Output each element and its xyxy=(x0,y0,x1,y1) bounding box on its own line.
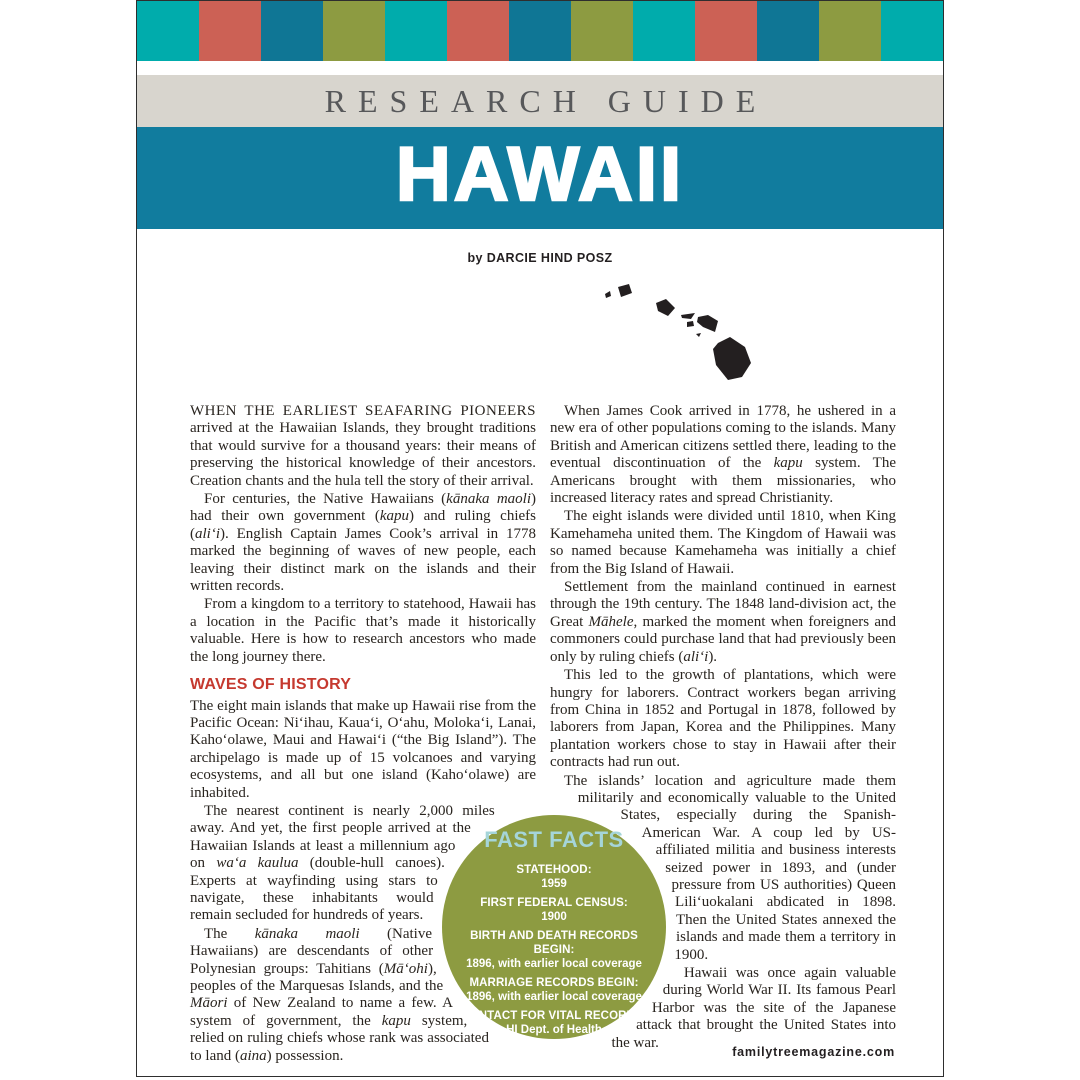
byline: by DARCIE HIND POSZ xyxy=(467,251,613,265)
stripe xyxy=(385,1,447,61)
page-title: HAWAII xyxy=(395,132,685,217)
fast-facts-list xyxy=(451,863,657,1042)
stripe xyxy=(323,1,385,61)
island-silhouettes xyxy=(605,284,751,380)
stripe xyxy=(571,1,633,61)
paragraph: This led to the growth of plantations, which were hungry for laborers. Contract workers began arriving from China in 1852 and Portugal in 1878, followed by laborers from Japan, Korea and the Philippines. Many plantation workers chose to stay in Hawaii after their contracts had run out. xyxy=(550,667,896,771)
fast-fact xyxy=(451,929,657,971)
stripe xyxy=(695,1,757,61)
section-heading: WAVES OF HISTORY xyxy=(190,676,352,694)
paragraph: WHEN THE EARLIEST SEAFARING PIONEERS arrived at the Hawaiian Islands, they brought traditions that would survive for a thousand years: their means of preserving the historical knowledge of their ancestors. Creation chants and the hula tell the story of their arrival. xyxy=(190,403,536,489)
paragraph: From a kingdom to a territory to statehood, Hawaii has a location in the Pacific that’s made it historically valuable. Here is how to research ancestors who made the long journey there. xyxy=(190,596,536,665)
kicker-text: RESEARCH GUIDE xyxy=(324,82,768,119)
stripe xyxy=(137,1,199,61)
fast-facts-circle xyxy=(442,815,666,1039)
title-band xyxy=(137,127,943,229)
fast-fact-label: CONTACT FOR VITAL RECORDS: xyxy=(461,1010,647,1023)
stripe xyxy=(633,1,695,61)
fast-fact-value: 1896, with earlier local coverage xyxy=(466,991,642,1004)
paragraph: The eight islands were divided until 1810, when King Kamehameha united them. The Kingdom of Hawaii was so named because Kamehameha was initially a chief from the Big Island of Hawaii. xyxy=(550,508,896,577)
stripe xyxy=(757,1,819,61)
fast-fact xyxy=(451,863,657,891)
stripe xyxy=(881,1,943,61)
paragraph: The nearest continent is nearly 2,000 miles away. And yet, the first people arrived at the Hawaiian Islands at least a millennium ago on waʻa kaulua (double-hull canoes). Experts at wayfinding using stars to navigate, these inhabitants would remain secluded for hundreds of years. xyxy=(190,802,495,924)
fast-facts-title: FAST FACTS xyxy=(484,827,624,852)
stripe xyxy=(261,1,323,61)
stripe xyxy=(199,1,261,61)
fast-fact-label: FIRST FEDERAL CENSUS: xyxy=(480,897,628,910)
fast-fact-label: MARRIAGE RECORDS BEGIN: xyxy=(469,977,639,990)
stripe xyxy=(447,1,509,61)
fast-fact-label: STATEHOOD: xyxy=(516,864,592,877)
paragraph: The islands’ location and agriculture made them militarily and economically valuable to the United States, especially during the Spanish-American War. A coup led by US-affiliated militia and business interests seized power in 1893, and (under pressure from US authorities) Queen Liliʻuokalani abdicated in 1898. Then the United States annexed the islands and made them a territory in 1900. xyxy=(564,772,896,963)
fast-fact-value: 1959 xyxy=(541,878,567,891)
decorative-stripe-band xyxy=(137,1,943,61)
hawaiian-islands-map xyxy=(590,277,802,393)
paragraph: The eight main islands that make up Hawaii rise from the Pacific Ocean: Niʻihau, Kauaʻi, Oʻahu, Molokaʻi, Lanai, Kahoʻolawe, Maui and Hawaiʻi (“the Big Island”). The archipelago is made up of 15 volcanoes and varying ecosystems, and all but one island (Kahoʻolawe) are inhabited. xyxy=(190,697,536,801)
paragraph: Hawaii was once again valuable during World War II. Its famous Pearl Harbor was the site of the Japanese attack that brought the United States into the war. xyxy=(611,965,896,1051)
kicker-band xyxy=(137,75,943,127)
stripe xyxy=(819,1,881,61)
fast-fact xyxy=(451,1009,657,1037)
fast-fact-value: 1896, with earlier local coverage xyxy=(466,958,642,971)
fast-fact xyxy=(451,896,657,924)
paragraph: When James Cook arrived in 1778, he ushered in a new era of other populations coming to the islands. Many British and American citizens settled there, leading to the eventual discontinuation of the kapu system. The Americans brought with them missionaries, who increased literacy rates and spread Christianity. xyxy=(550,403,896,507)
paragraph: Settlement from the mainland continued in earnest through the 19th century. The 1848 land-division act, the Great Māhele, marked the moment when foreigners and commoners could purchase land that had previously been only by ruling chiefs (aliʻi). xyxy=(550,579,896,665)
paragraph: For centuries, the Native Hawaiians (kānaka maoli) had their own government (kapu) and ruling chiefs (aliʻi). English Captain James Cook’s arrival in 1778 marked the beginning of waves of new people, each leaving their distinct mark on the islands and their written records. xyxy=(190,491,537,595)
paragraph: The kānaka maoli (Native Hawaiians) are descendants of other Polynesian groups: Tahitians (Māʻohi), peoples of the Marquesas Islands, and the Māori of New Zealand to name a few. A system of government, the kapu system, relied on ruling chiefs whose rank was associated to land (aina) possession. xyxy=(190,925,489,1064)
fast-fact xyxy=(451,976,657,1004)
stripe xyxy=(509,1,571,61)
fast-fact-value: HI Dept. of Health xyxy=(506,1024,602,1037)
fast-fact-value: 1900 xyxy=(541,911,567,924)
fast-fact-label: BIRTH AND DEATH RECORDS BEGIN: xyxy=(470,930,638,957)
magazine-page xyxy=(136,0,944,1077)
footer-website: familytreemagazine.com xyxy=(732,1045,895,1059)
